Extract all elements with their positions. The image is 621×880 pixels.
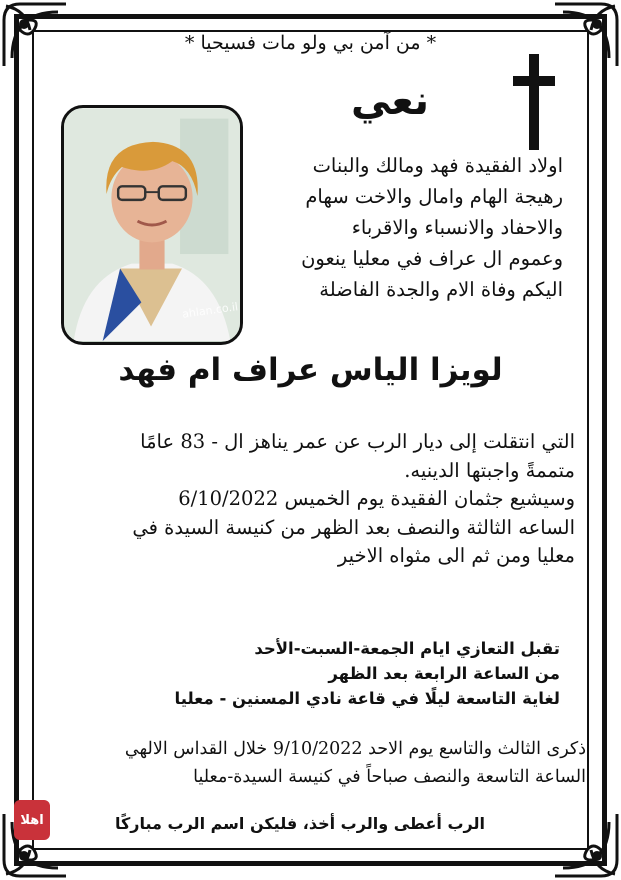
condolence-line: لغاية التاسعة ليلًا في قاعة نادي المسنين - معليا: [174, 689, 560, 708]
funeral-details: [60, 428, 575, 571]
intro-line: اليكم وفاة الام والجدة الفاضلة: [319, 278, 563, 301]
site-logo-badge[interactable]: اهلا: [14, 800, 50, 840]
bible-verse: * من آمن بي ولو مات فسيحيا *: [184, 32, 437, 54]
intro-line: اولاد الفقيدة فهد ومالك والبنات: [312, 154, 563, 177]
body-line: وسيشيع جثمان الفقيدة يوم الخميس 6/10/2022: [178, 487, 575, 510]
cross-icon: [513, 54, 555, 150]
condolence-line: من الساعة الرابعة بعد الظهر: [328, 664, 560, 683]
corner-ornament-bottom-right: [551, 810, 621, 880]
body-line: متممةً واجبتها الدينيه.: [404, 458, 575, 482]
condolence-line: تقبل التعازي ايام الجمعة-السبت-الأحد: [254, 639, 560, 658]
family-announcement: [248, 150, 563, 305]
deceased-name: لويزا الياس عراف ام فهد: [118, 352, 503, 388]
closing-verse: الرب أعطى والرب أخذ، فليكن اسم الرب مباركًا: [114, 814, 485, 833]
memorial-mass: [60, 735, 586, 791]
intro-line: وعموم ال عراف في معليا ينعون: [301, 247, 563, 270]
memorial-line: الساعة التاسعة والنصف صباحاً في كنيسة السيدة-معليا: [193, 767, 586, 787]
deceased-photo: [61, 105, 243, 345]
body-line: معليا ومن ثم الى مثواه الاخير: [337, 544, 575, 567]
notice-title: نعي: [350, 78, 430, 124]
condolence-hours: [60, 636, 560, 711]
intro-line: والاحفاد والانسباء والاقرباء: [351, 216, 563, 239]
body-line: الساعه الثالثة والنصف بعد الظهر من كنيسة السيدة في: [132, 515, 575, 539]
body-line: التي انتقلت إلى ديار الرب عن عمر يناهز ال - 83 عامًا: [140, 430, 575, 453]
intro-line: رهيجة الهام وامال والاخت سهام: [305, 185, 563, 208]
photo-watermark: ahlan.co.il: [181, 300, 239, 321]
memorial-line: ذكرى الثالث والتاسع يوم الاحد 9/10/2022 خلال القداس الالهي: [124, 739, 586, 759]
